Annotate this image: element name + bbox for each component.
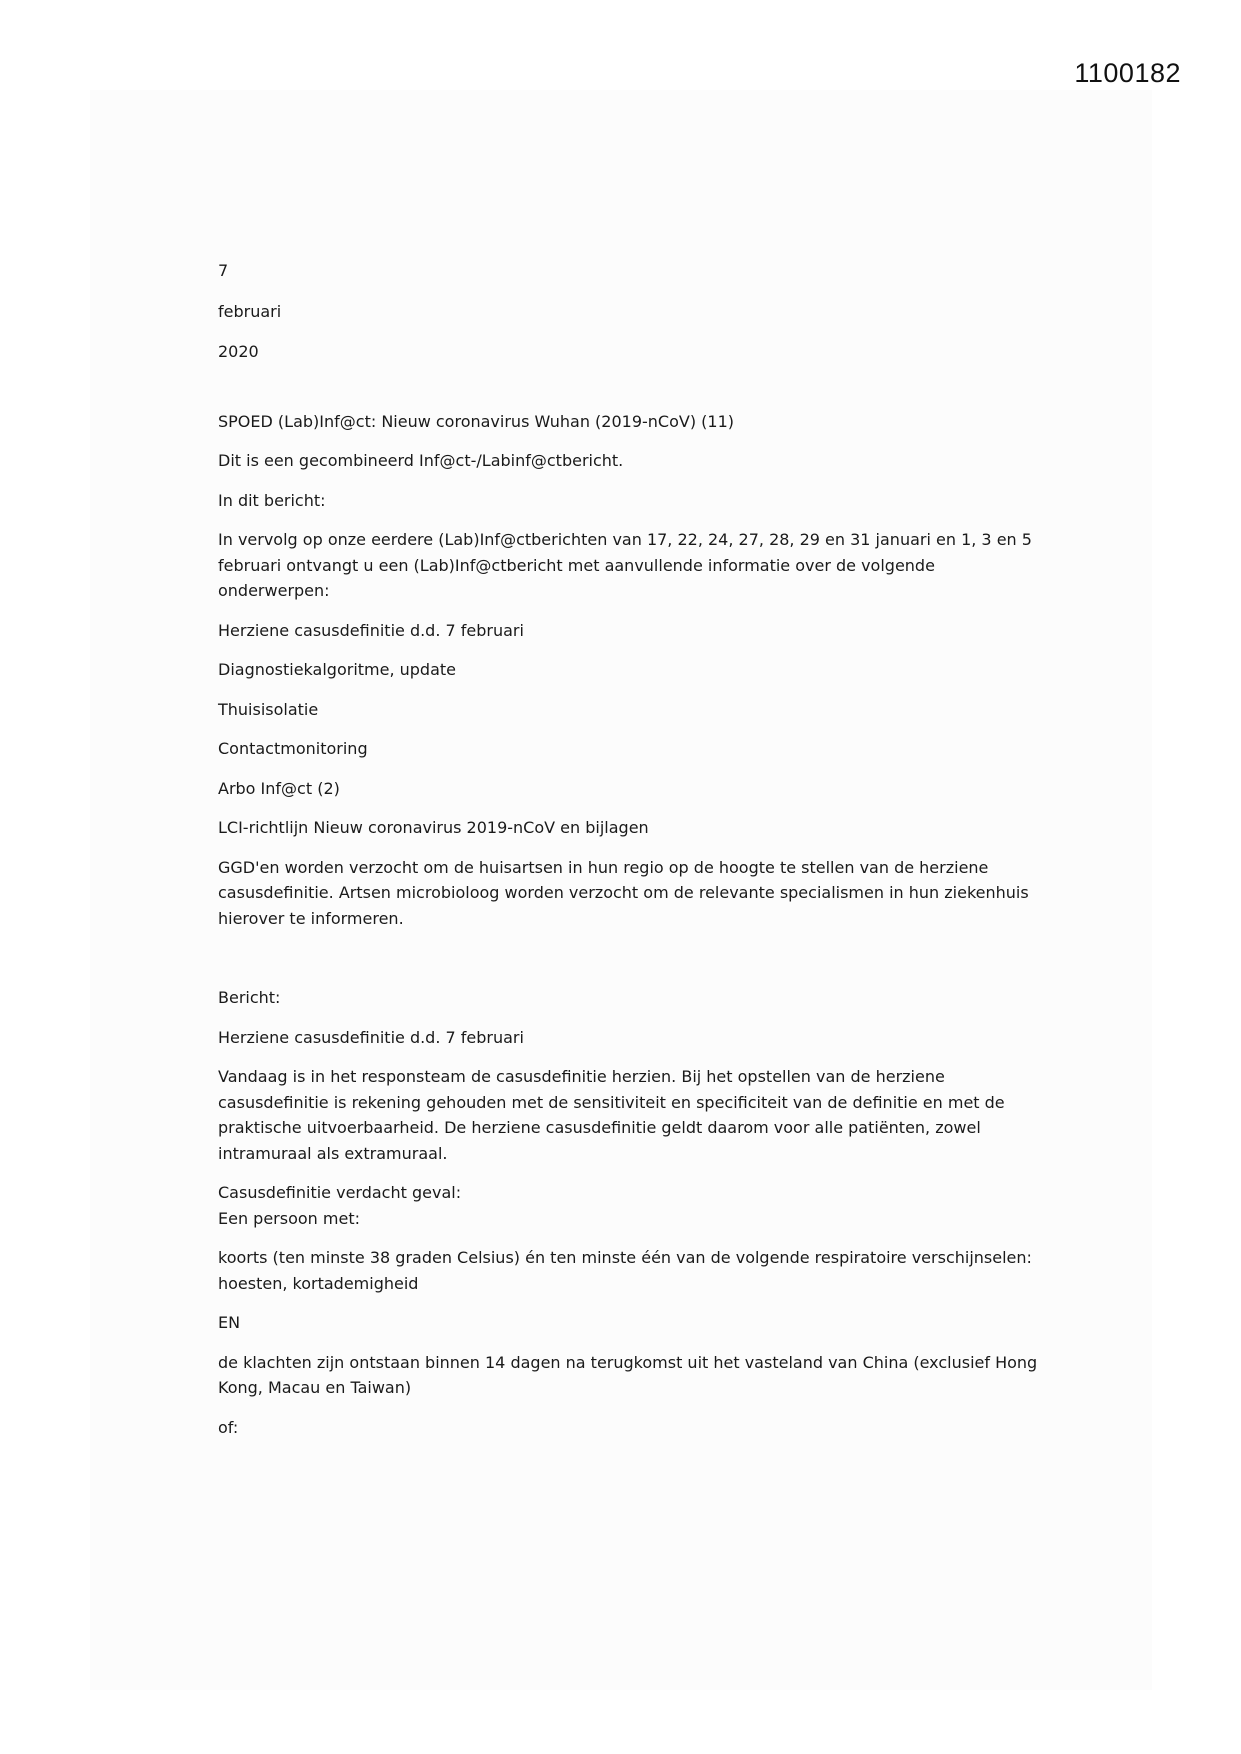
- topic-item: Thuisisolatie: [218, 699, 319, 719]
- in-this-message-label: In dit bericht:: [218, 490, 326, 510]
- date-month: februari: [218, 301, 282, 321]
- section-heading: Herziene casusdefinitie d.d. 7 februari: [218, 1027, 524, 1047]
- message-label: Bericht:: [218, 988, 281, 1007]
- topic-item: Herziene casusdefinitie d.d. 7 februari: [218, 620, 524, 640]
- revision-paragraph: Vandaag is in het responsteam de casusdefinitie herzien. Bij het opstellen van de herziene casusdefinitie is rekening gehouden met de sensitiviteit en specificiteit van de definitie en met de praktische uitvoerbaarheid. De herziene casusdefinitie geldt daarom voor alle patiënten, zowel intramuraal als extramuraal.: [218, 1067, 1005, 1163]
- date-day: 7: [218, 261, 229, 280]
- ggd-paragraph: GGD'en worden verzocht om de huisartsen in hun regio op de hoogte te stellen van de herziene casusdefinitie. Artsen microbioloog worden verzocht om de relevante specialismen in hun ziekenhuis hierover te informeren.: [218, 857, 1029, 928]
- and-label: EN: [218, 1313, 241, 1332]
- document-number: 1100182: [1074, 58, 1181, 88]
- subject-line: SPOED (Lab)Inf@ct: Nieuw coronavirus Wuhan (2019-nCoV) (11): [218, 411, 734, 431]
- topic-item: LCI-richtlijn Nieuw coronavirus 2019-nCoV en bijlagen: [218, 818, 649, 837]
- spacer: [218, 945, 1038, 985]
- criterion-fever: koorts (ten minste 38 graden Celsius) én ten minste één van de volgende respiratoire verschijnselen: hoesten, kortademigheid: [218, 1248, 1032, 1293]
- criterion-travel: de klachten zijn ontstaan binnen 14 dagen na terugkomst uit het vasteland van China (exclusief Hong Kong, Macau en Taiwan): [218, 1352, 1038, 1397]
- topic-item: Arbo Inf@ct (2): [218, 778, 340, 798]
- suspected-case-label: Casusdefinitie verdacht geval:: [218, 1183, 462, 1202]
- spacer: [218, 380, 1038, 409]
- date-year: 2020: [218, 342, 259, 361]
- topic-item: Diagnostiekalgoritme, update: [218, 660, 457, 679]
- intro-combined: Dit is een gecombineerd Inf@ct-/Labinf@ctbericht.: [218, 451, 624, 470]
- person-with-label: Een persoon met:: [218, 1208, 360, 1228]
- document-body: [218, 258, 1038, 1454]
- intro-paragraph: In vervolg op onze eerdere (Lab)Inf@ctberichten van 17, 22, 24, 27, 28, 29 en 31 januari en 1, 3 en 5 februari ontvangt u een (Lab)Inf@ctbericht met aanvullende informatie over de volgende onderwerpen:: [218, 530, 1032, 600]
- or-label: of:: [218, 1417, 239, 1437]
- topic-item: Contactmonitoring: [218, 739, 368, 758]
